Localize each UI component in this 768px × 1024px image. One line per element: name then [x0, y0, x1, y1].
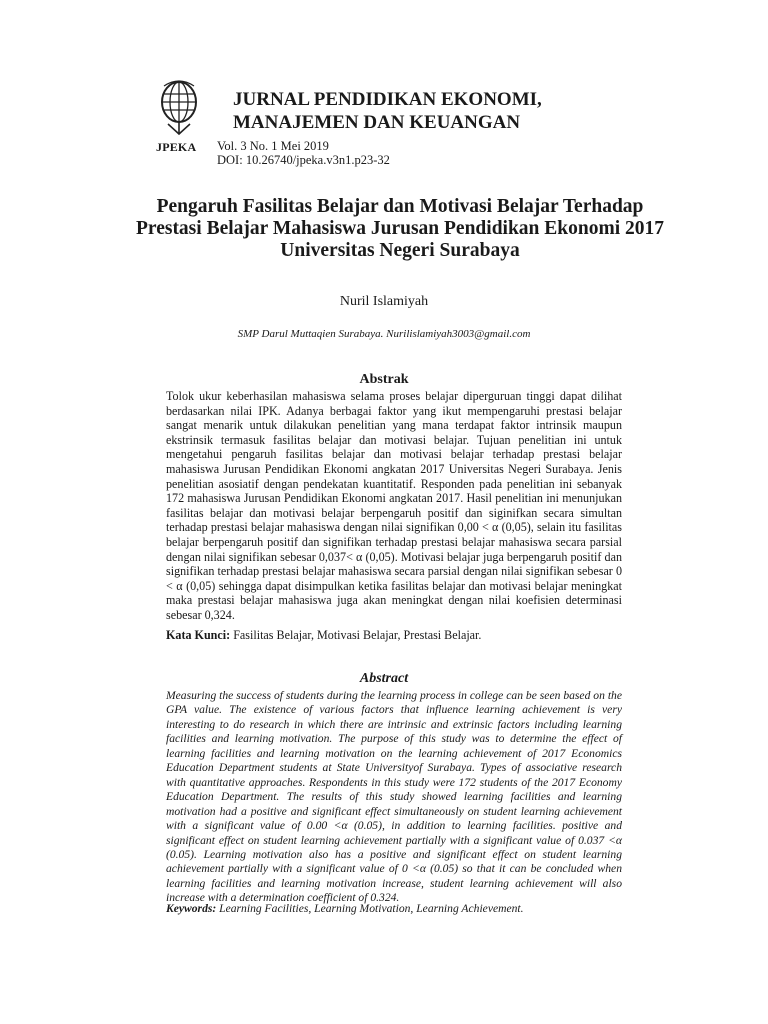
journal-meta: [217, 139, 390, 167]
keywords-values: Learning Facilities, Learning Motivation, Learning Achievement.: [216, 902, 524, 915]
author-affiliation: SMP Darul Muttaqien Surabaya. Nurilislamiyah3003@gmail.com: [237, 328, 531, 340]
globe-logo-icon: [154, 78, 204, 144]
article-title-line: Prestasi Belajar Mahasiswa Jurusan Pendidikan Ekonomi 2017: [135, 218, 665, 239]
journal-title-line: MANAJEMEN DAN KEUANGAN: [233, 112, 521, 133]
doi-link[interactable]: DOI: 10.26740/jpeka.v3n1.p23-32: [217, 153, 390, 167]
volume-info: Vol. 3 No. 1 Mei 2019: [217, 139, 329, 153]
abstrak-body: Tolok ukur keberhasilan mahasiswa selama proses belajar diperguruan tinggi dapat dilihat berdasarkan nilai IPK. Adanya berbagai faktor yang ikut mempengaruhi prestasi belajar sangat menarik untuk dilakukan penelitian yang mana terdapat faktor intrinsik maupun ekstrinsik termasuk fasilitas belajar dan motivasi belajar. Tujuan penelitian ini untuk mengetahui pengaruh fasilitas belajar dan motivasi belajar terhadap prestasi belajar mahasiswa Jurusan Pendidikan Ekonomi angkatan 2017 Universitas Negeri Surabaya. Jenis penelitian asosiatif dengan pendekatan kuantitatif. Responden pada penelitian ini sebanyak 172 mahasiswa Jurusan Pendidikan Ekonomi angkatan 2017. Hasil penelitian ini menunjukan fasilitas belajar dan motivasi belajar berpengaruh positif dan siginifkan secara simultan terhadap prestasi belajar mahasiswa dengan nilai signifikan 0,00 < α (0,05), selain itu fasilitas belajar berpengaruh positif dan signifikan terhadap prestasi belajar mahasiswa secara parsial dengan nilai signifikan sebesar 0,037< α (0,05). Motivasi belajar juga berpengaruh positif dan signifikan terhadap prestasi belajar mahasiswa secara parsial dengan nilai signifikan sebesar 0 < α (0,05) sehingga dapat disimpulkan ketika fasilitas belajar dan motivasi belajar meningkat maka prestasi belajar mahasiswa juga akan meningkat dengan nilai koefisien determinasi sebesar 0,324.: [166, 389, 622, 622]
abstract-body: Measuring the success of students during the learning process in college can be seen based on the GPA value. The existence of various factors that influence learning achievement is very interesting to do research in which there are intrinsic and extrinsic factors including learning facilities and learning motivation. The purpose of this study was to determine the effect of learning facilities and learning motivation on the learning achievement of 2017 Economics Education Department students at State Universityof Surabaya. Types of associative research with quantitative approaches. Respondents in this study were 172 students of the 2017 Economy Education Department. The results of this study showed learning facilities and learning motivation had a positive and significant effect simultaneously on student learning achievement with a significant value of 0.00 <α (0.05), in addition to learning facilities. positive and significant effect on student learning achievement partially with a significant value of 0.037 <α (0.05). Learning motivation also has a positive and significant effect on student learning achievement partially with a significant value of 0 <α (0.05) so that it can be concluded when learning facilities and learning motivation increase, student learning achievement will also increase with a determination coefficient of 0.324.: [166, 689, 622, 905]
keywords: [166, 902, 622, 916]
article-title-line: Pengaruh Fasilitas Belajar dan Motivasi Belajar Terhadap: [156, 196, 644, 217]
journal-title-line: JURNAL PENDIDIKAN EKONOMI,: [233, 89, 542, 110]
kata-kunci: [166, 628, 622, 643]
journal-abbreviation: JPEKA: [156, 140, 197, 154]
abstrak-heading: Abstrak: [359, 372, 409, 387]
kata-kunci-label: Kata Kunci:: [166, 628, 231, 642]
keywords-label: Keywords:: [166, 902, 217, 915]
journal-title: [233, 88, 653, 134]
article-title-line: Universitas Negeri Surabaya: [280, 240, 520, 261]
kata-kunci-values: Fasilitas Belajar, Motivasi Belajar, Prestasi Belajar.: [230, 628, 482, 642]
abstract-heading: Abstract: [359, 671, 409, 686]
article-title: [100, 196, 700, 262]
author-name: Nuril Islamiyah: [339, 294, 429, 309]
